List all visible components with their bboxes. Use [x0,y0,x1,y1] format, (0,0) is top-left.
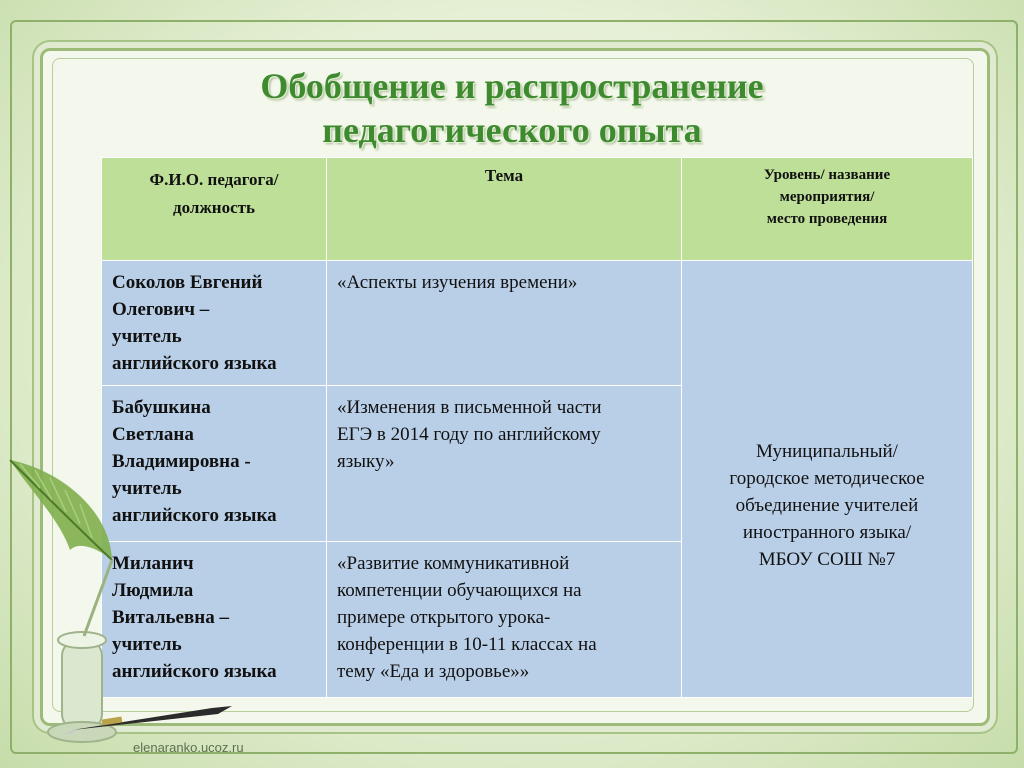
name-line: Людмила [112,580,194,601]
header-name-position [102,158,327,261]
name-line: Олегович – [112,299,210,320]
topic-line: тему «Еда и здоровье»» [337,661,530,682]
name-line: учитель [112,326,182,347]
header-topic: Тема [327,158,682,261]
teacher-name-cell [102,386,327,542]
name-line: учитель [112,478,182,499]
level-line: объединение учителей [735,494,919,516]
topic-line: языку» [337,451,395,472]
header-c3-line1: Уровень/ название [763,167,891,183]
topic-line: «Аспекты изучения времени» [337,272,578,293]
fountain-pen-icon [62,700,242,740]
header-level-event-place [682,158,973,261]
topic-line: «Изменения в письменной части [337,397,602,418]
topic-line: компетенции обучающихся на [337,580,582,601]
table-header-row [102,158,973,261]
teacher-name-cell [102,542,327,698]
name-line: Владимировна - [112,451,251,472]
slide-title [0,64,1024,152]
topic-cell [327,386,682,542]
name-line: английского языка [112,661,277,682]
header-c1-line1: Ф.И.О. педагога/ [149,170,279,189]
title-line-2: педагогического опыта [322,110,702,150]
topic-cell [327,542,682,698]
level-line: городское методическое [729,467,925,489]
name-line: Соколов Евгений [112,272,263,293]
topic-line: конференции в 10-11 классах на [337,634,597,655]
site-watermark: elenaranko.ucoz.ru [133,740,244,755]
name-line: учитель [112,634,182,655]
teacher-name-cell [102,261,327,386]
level-event-place-cell [682,261,973,698]
topic-line: примере открытого урока- [337,607,551,628]
name-line: Миланич [112,553,194,574]
table-row [102,261,973,386]
title-line-1: Обобщение и распространение [260,66,764,106]
level-line: иностранного языка/ [742,521,912,543]
level-line: Муниципальный/ [756,440,898,462]
name-line: Светлана [112,424,194,445]
name-line: Витальевна – [112,607,229,628]
topic-cell [327,261,682,386]
level-line: МБОУ СОШ №7 [758,548,896,570]
topic-line: «Развитие коммуникативной [337,553,570,574]
name-line: Бабушкина [112,397,211,418]
name-line: английского языка [112,505,277,526]
experience-table [101,157,973,698]
header-c3-line3: место проведения [766,211,888,227]
header-c3-line2: мероприятия/ [779,189,875,205]
topic-line: ЕГЭ в 2014 году по английскому [337,424,601,445]
name-line: английского языка [112,353,277,374]
header-c1-line2: должность [173,198,255,217]
